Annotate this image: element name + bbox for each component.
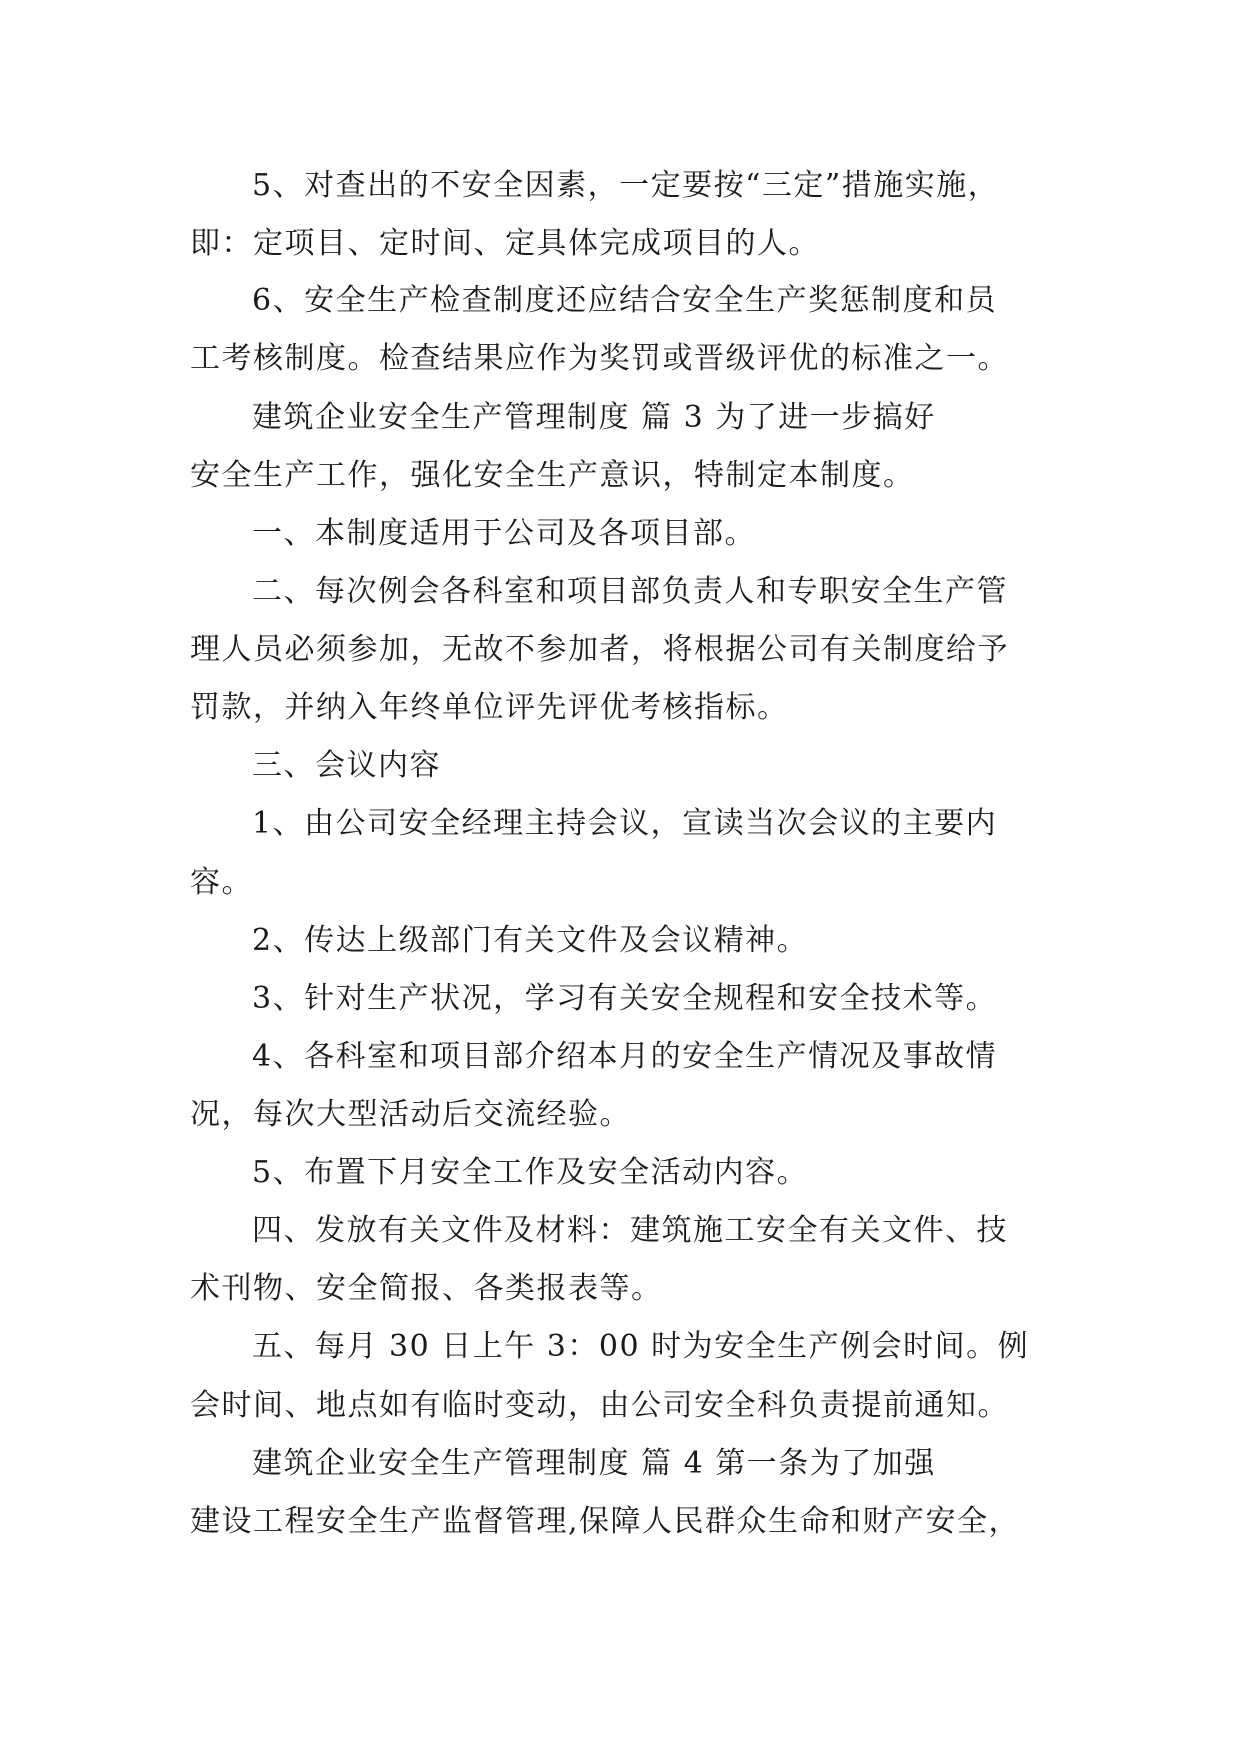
text-line: 五、每月 30 日上午 3：00 时为安全生产例会时间。例 <box>252 1329 1030 1364</box>
text-line: 4、各科室和项目部介绍本月的安全生产情况及事故情 <box>252 1039 998 1074</box>
text-line: 5、对查出的不安全因素，一定要按“三定”措施实施， <box>252 168 1000 203</box>
text-line: 术刊物、安全简报、各类报表等。 <box>190 1271 663 1306</box>
text-line: 建筑企业安全生产管理制度 篇 3 为了进一步搞好 <box>252 400 936 435</box>
text-line: 工考核制度。检查结果应作为奖罚或晋级评优的标准之一。 <box>190 341 1009 376</box>
text-line: 1、由公司安全经理主持会议，宣读当次会议的主要内 <box>252 806 998 841</box>
text-line: 即：定项目、定时间、定具体完成项目的人。 <box>190 226 820 261</box>
text-line: 一、本制度适用于公司及各项目部。 <box>252 516 756 551</box>
text-line: 容。 <box>190 865 253 900</box>
text-line: 5、布置下月安全工作及安全活动内容。 <box>252 1155 809 1190</box>
text-line: 二、每次例会各科室和项目部负责人和专职安全生产管 <box>252 574 1008 609</box>
text-line: 况，每次大型活动后交流经验。 <box>190 1097 631 1132</box>
text-line: 建筑企业安全生产管理制度 篇 4 第一条为了加强 <box>252 1446 936 1481</box>
text-line: 安全生产工作，强化安全生产意识，特制定本制度。 <box>190 458 915 493</box>
text-line: 四、发放有关文件及材料：建筑施工安全有关文件、技 <box>252 1213 1008 1248</box>
text-line: 三、会议内容 <box>252 748 441 783</box>
text-line: 理人员必须参加，无故不参加者，将根据公司有关制度给予 <box>190 632 1009 667</box>
text-line: 3、针对生产状况，学习有关安全规程和安全技术等。 <box>252 981 998 1016</box>
text-line: 2、传达上级部门有关文件及会议精神。 <box>252 923 809 958</box>
text-line: 会时间、地点如有临时变动，由公司安全科负责提前通知。 <box>190 1388 1009 1423</box>
text-line: 罚款，并纳入年终单位评先评优考核指标。 <box>190 690 789 725</box>
text-line: 6、安全生产检查制度还应结合安全生产奖惩制度和员 <box>252 283 998 318</box>
text-line: 建设工程安全生产监督管理,保障人民群众生命和财产安全， <box>190 1504 1021 1539</box>
